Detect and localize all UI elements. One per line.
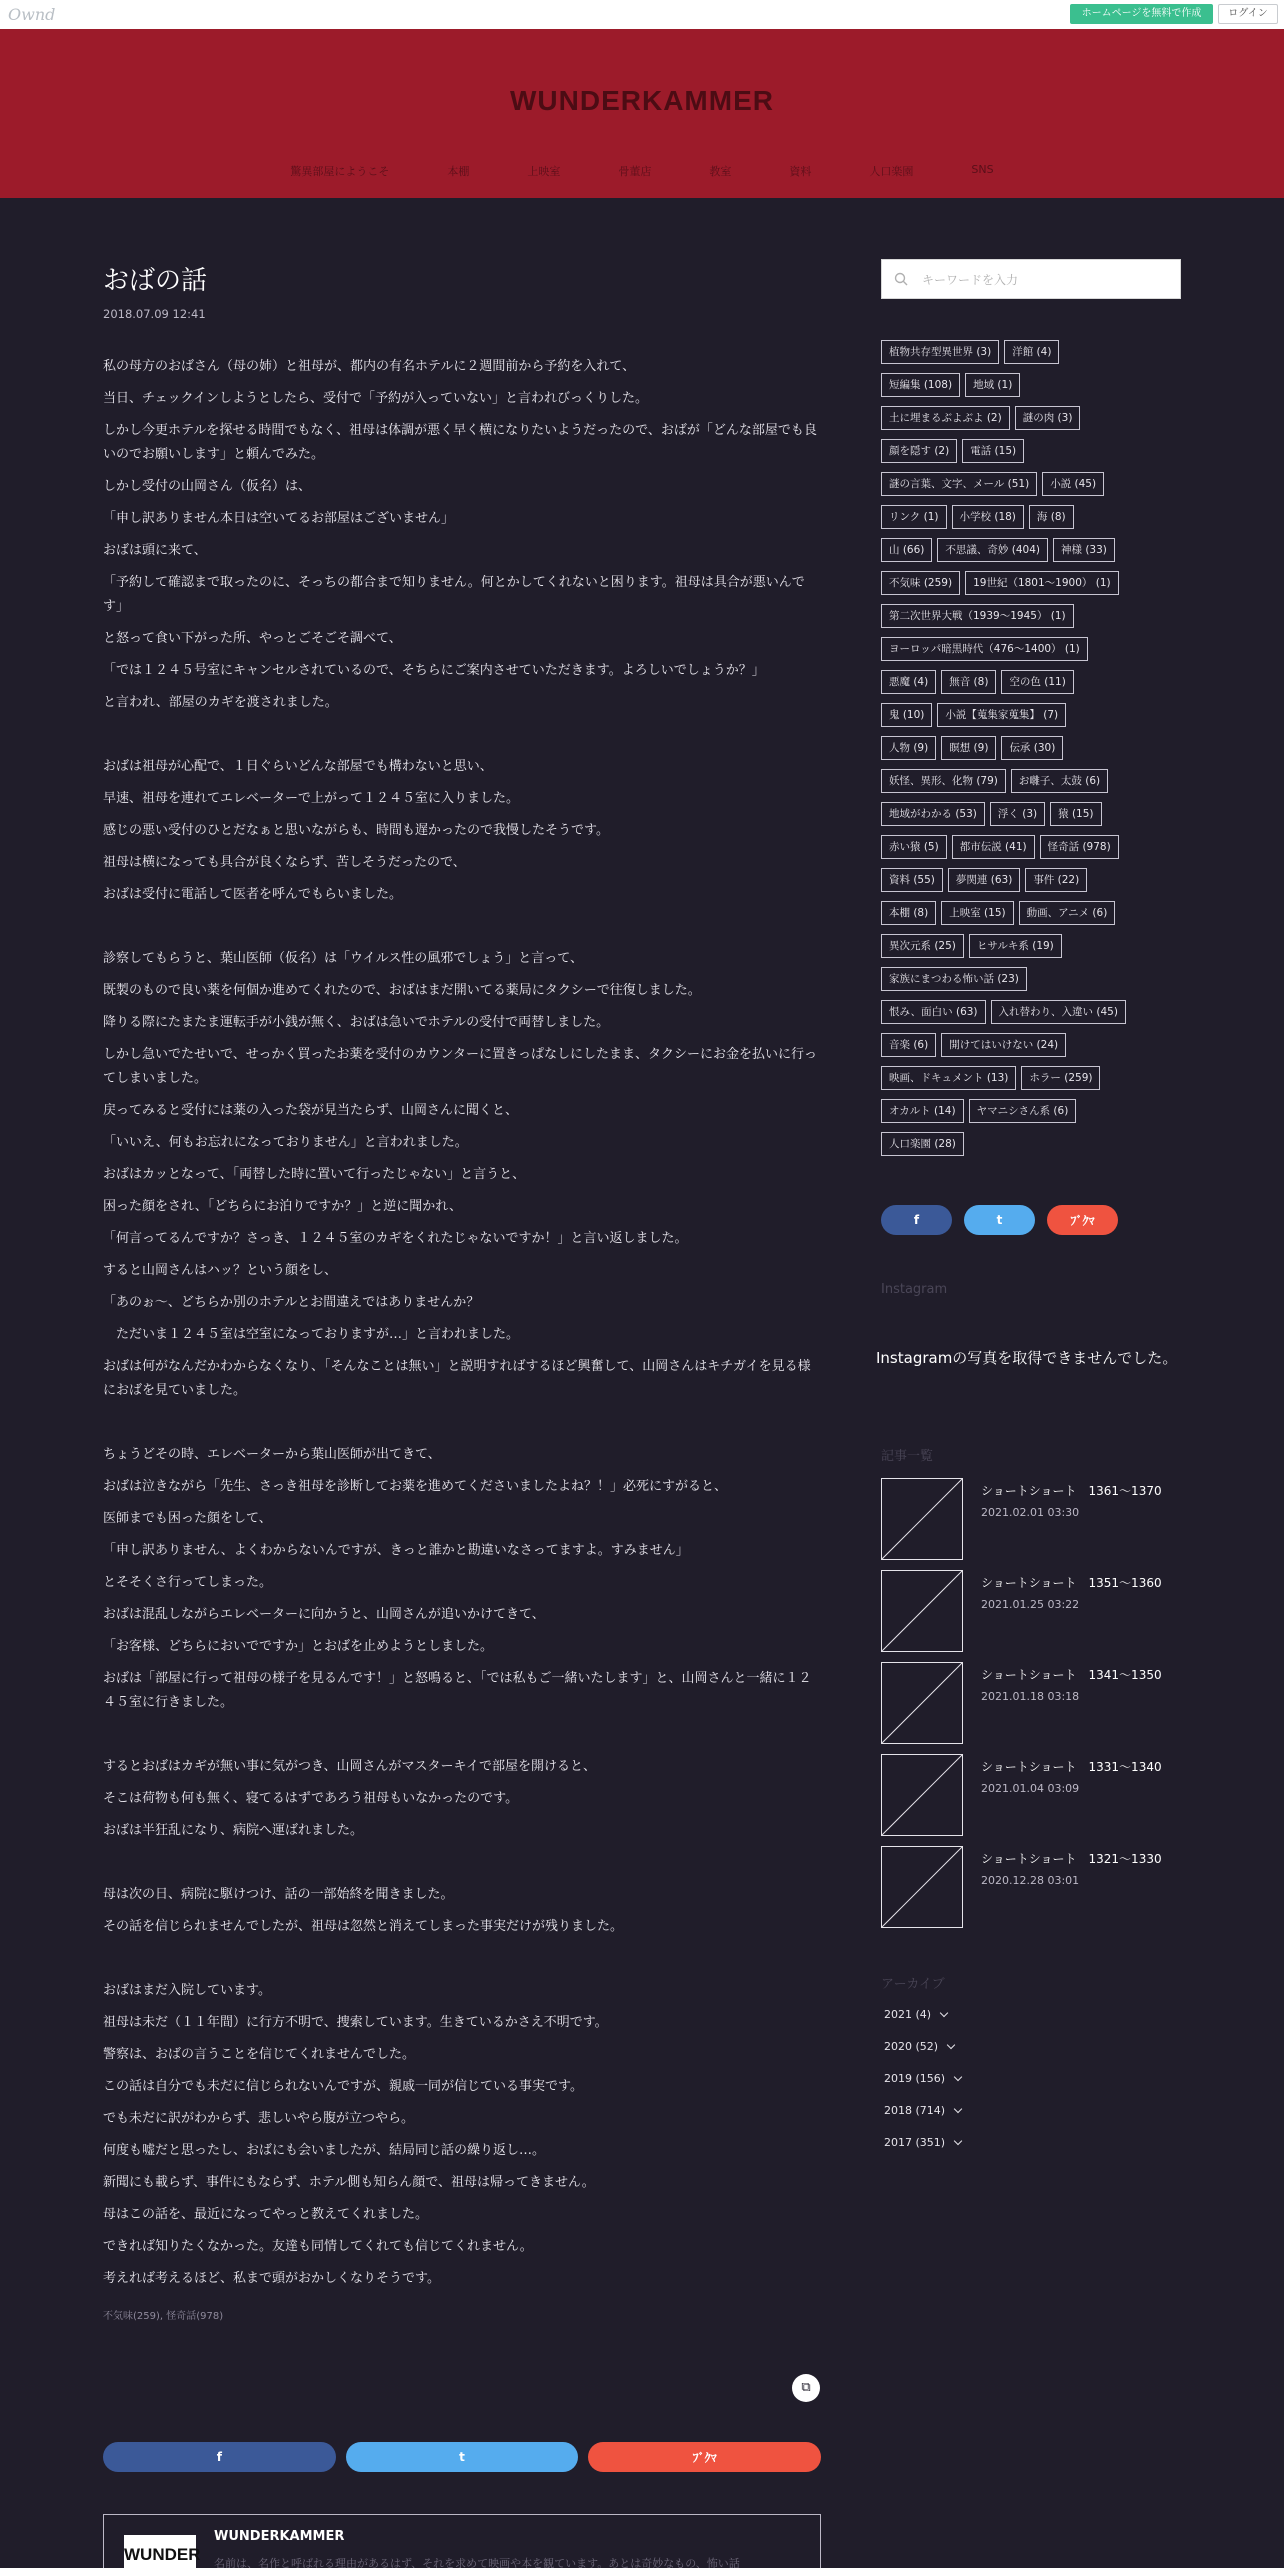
tag-link[interactable]: 植物共存型異世界 (3) [881,340,999,364]
article-line: 「何言ってるんですか？さっき、１２４５室のカギをくれたじゃないですか！」と言い返しました。 [103,1231,688,1246]
author-box [103,2514,821,2568]
article-line: 早速、祖母を連れてエレベーターで上がって１２４５室に入りました。 [103,791,520,806]
tag-link[interactable]: 異次元系 (25) [881,934,964,958]
nav-item[interactable]: 人口楽園 [869,165,914,178]
tag-link[interactable]: 第二次世界大戦（1939～1945） (1) [881,604,1074,628]
tag-link[interactable]: 猿 (15) [1050,802,1101,826]
article-line: 感じの悪い受付のひとだなぁと思いながらも、時間も遅かったので我慢したそうです。 [103,823,609,838]
tag-row [881,736,1191,760]
author-description: 名前は、名作と呼ばれる理由があるはず、それを求めて映画や本を観ています。あとは奇妙なもの、怖い話 [214,2557,740,2568]
tag-row [881,1033,1191,1057]
article-line: 困った顔をされ、「どちらにお泊りですか？」と逆に聞かれ、 [103,1199,463,1214]
article-line: おばはまだ入院しています。 [103,1983,271,1998]
tag-row [881,967,1191,991]
tag-row [881,604,1191,628]
article-line: 「お客様、どちらにおいでですか」とおばを止めようとしました。 [103,1639,494,1654]
tag-link[interactable]: 妖怪、異形、化物 (79) [881,769,1006,793]
archive-label: 2021 (4) [884,2008,932,2021]
tag-link[interactable]: 悪魔 (4) [881,670,936,694]
tag-row [881,439,1191,463]
tag-row [881,769,1191,793]
tag-link[interactable]: 入れ替わり、入違い (45) [991,1000,1126,1024]
tag-row [881,835,1191,859]
archive-heading: アーカイブ [881,1977,945,1992]
hatena-share-button[interactable]: ﾌﾞｸﾏ [588,2442,821,2472]
tag-link[interactable]: 山 (66) [881,538,932,562]
tag-row [881,1099,1191,1123]
archive-label: 2018 (714) [884,2104,946,2117]
top-bar [0,0,1284,29]
article-line: その話を信じられませんでしたが、祖母は忽然と消えてしまった事実だけが残りました。 [103,1919,624,1934]
tag-link[interactable]: 電話 (15) [962,439,1024,463]
tag-link[interactable]: 無音 (8) [941,670,996,694]
tag-link[interactable]: ヨーロッパ暗黒時代（476～1400） (1) [881,637,1088,661]
tag-link[interactable]: 都市伝説 (41) [952,835,1035,859]
instagram-message: Instagramの写真を取得できませんでした。 [876,1349,1178,1367]
tag-link[interactable]: 事件 (22) [1025,868,1087,892]
article-line: しかし急いでたせいで、せっかく買ったお薬を受付のカウンターに置きっぱなしにしたまま、タクシーにお金を払いに行ってしまいました。 [103,1047,817,1086]
tag-row [881,1066,1191,1090]
tag-link[interactable]: 恨み、面白い (63) [881,1000,986,1024]
article-line: 当日、チェックインしようとしたら、受付で「予約が入っていない」と言われびっくりした。 [103,391,648,406]
tag-link[interactable]: 神様 (33) [1053,538,1115,562]
tag-row [881,472,1191,496]
tag-row [881,934,1191,958]
paragraph-gap [103,1719,821,1751]
tag-link[interactable]: 小説【蒐集家蒐集】 (7) [937,703,1066,727]
article-line: しかし今更ホテルを探せる時間でもなく、祖母は体調が悪く早く横になりたいようだったので、おばが「どんな部屋でも良いのでお願いします」と頼んでみた。 [103,423,817,462]
article-date: 2018.07.09 12:41 [103,307,206,321]
chevron-down-icon [954,2073,962,2081]
tag-row [881,406,1191,430]
nav-item[interactable]: 資料 [789,165,812,178]
article-line: おばはカッとなって、「両替した時に置いて行ったじゃない」と言うと、 [103,1167,526,1182]
article-line: ただいま１２４５室は空室になっておりますが…」と言われました。 [103,1327,520,1342]
article-line: 考えれば考えるほど、私まで頭がおかしくなりそうです。 [103,2271,440,2286]
tag-row [881,703,1191,727]
article-line: 既製のもので良い薬を何個か進めてくれたので、おばはまだ開いてる薬局にタクシーで往復しました。 [103,983,701,998]
archive-label: 2019 (156) [884,2072,946,2085]
paragraph-gap [103,719,821,751]
article-line: 新聞にも載らず、事件にもならず、ホテル側も知らん顔で、祖母は帰ってきません。 [103,2175,595,2190]
tag-link[interactable]: オカルト (14) [881,1099,964,1123]
article-line: 医師までも困った顔をして、 [103,1511,272,1526]
tag-link[interactable]: 謎の言葉、文字、メール (51) [881,472,1037,496]
tag-link[interactable]: ホラー (259) [1021,1066,1100,1090]
login-button[interactable]: ログイン [1218,4,1278,24]
tag-row [881,868,1191,892]
tag-link[interactable]: 怪奇話 (978) [1040,835,1119,859]
article-line: 私の母方のおばさん（母の姉）と祖母が、都内の有名ホテルに２週間前から予約を入れて、 [103,359,636,374]
tag-link[interactable]: 人物 (9) [881,736,936,760]
article-line: 「申し訳ありません本日は空いてるお部屋はございません」 [103,511,455,526]
article-line: おばは混乱しながらエレベーターに向かうと、山岡さんが追いかけてきて、 [103,1607,545,1622]
article-body [103,351,821,2295]
search-input[interactable] [881,259,1181,299]
post-title[interactable]: ショートショート 1331～1340 [981,1760,1162,1774]
article-line: 「あのぉ～、どちらか別のホテルとお間違えではありませんか？ [103,1295,480,1310]
archive-year[interactable] [884,2072,961,2085]
article-line: 祖母は未だ（１１年間）に行方不明で、捜索しています。生きているかさえ不明です。 [103,2015,608,2030]
article-line: 警察は、おばの言うことを信じてくれませんでした。 [103,2047,416,2062]
tag-link[interactable]: 洋館 (4) [1004,340,1059,364]
chevron-down-icon [940,2009,948,2017]
post-title[interactable]: ショートショート 1361～1370 [981,1484,1162,1498]
facebook-button[interactable]: f [881,1205,952,1235]
paragraph-gap [103,911,821,943]
tag-link[interactable]: 上映室 (15) [941,901,1013,925]
tag-link[interactable]: 映画、ドキュメント (13) [881,1066,1016,1090]
article-line: できれば知りたくなかった。友達も同情してくれても信じてくれません。 [103,2239,533,2254]
tag-row [881,1000,1191,1024]
paragraph-gap [103,1943,821,1975]
search-icon [894,272,908,286]
tag-link[interactable]: 19世紀（1801～1900） (1) [965,571,1119,595]
author-name[interactable]: WUNDERKAMMER [214,2529,345,2544]
post-date: 2021.01.18 03:18 [981,1690,1080,1703]
tag-link[interactable]: 小説 (45) [1042,472,1104,496]
article-line: すると山岡さんはハッ？という顔をし、 [103,1263,338,1278]
tag-link[interactable]: 短編集 (108) [881,373,960,397]
article-line: 祖母は横になっても具合が良くならず、苦しそうだったので、 [103,855,466,870]
posts-heading: 記事一覧 [881,1449,934,1464]
tag-cloud [881,340,1191,1165]
nav-item[interactable]: 骨董店 [618,165,652,178]
chevron-down-icon [947,2041,955,2049]
archive-label: 2020 (52) [884,2040,939,2053]
post-thumbnail[interactable] [881,1662,963,1744]
article-line: そこは荷物も何も無く、寝てるはずであろう祖母もいなかったのです。 [103,1791,519,1806]
tag-link[interactable]: ヒサルキ系 (19) [969,934,1062,958]
site-header [0,29,1284,198]
post-item[interactable] [881,1662,1201,1744]
tag-link[interactable]: 土に埋まるぶよぶよ (2) [881,406,1010,430]
article-line: 「では１２４５号室にキャンセルされているので、そちらにご案内させていただきます。よろしいでしょうか？」 [103,663,765,678]
paragraph-gap [103,1847,821,1879]
tag-row [881,901,1191,925]
article-line: 診察してもらうと、葉山医師（仮名）は「ウイルス性の風邪でしょう」と言って、 [103,951,583,966]
tag-link[interactable]: リンク (1) [881,505,947,529]
tag-link[interactable]: 顔を隠す (2) [881,439,957,463]
tag-link[interactable]: 海 (8) [1029,505,1074,529]
tag-row [881,373,1191,397]
article-line: おばは祖母が心配で、１日ぐらいどんな部屋でも構わないと思い、 [103,759,493,774]
site-title[interactable]: WUNDERKAMMER [510,85,774,116]
hatena-button[interactable]: ﾌﾞｸﾏ [1047,1205,1118,1235]
tag-link[interactable]: ヤマニシさん系 (6) [969,1099,1077,1123]
tag-link[interactable]: 地域がわかる (53) [881,802,985,826]
article-line: ちょうどその時、エレベーターから葉山医師が出てきて、 [103,1447,441,1462]
article-line: おばは半狂乱になり、病院へ運ばれました。 [103,1823,364,1838]
ownd-logo[interactable]: Ownd [8,5,56,24]
search-placeholder: キーワードを入力 [922,273,1019,287]
article-line: 「申し訳ありません、よくわからないんですが、きっと誰かと勘違いなさってますよ。すみません」 [103,1543,689,1558]
tag-link[interactable]: 家族にまつわる怖い話 (23) [881,967,1027,991]
chevron-down-icon [954,2137,962,2145]
article-line: おばは「部屋に行って祖母の様子を見るんです！」と怒鳴ると、「では私もご一緒いたします」と、山岡さんと一緒に１２４５室に行きました。 [103,1671,812,1710]
nav-item[interactable]: 本棚 [447,165,470,178]
archive-year[interactable] [884,2104,961,2117]
tag-row [881,505,1191,529]
article-line: 戻ってみると受付には薬の入った袋が見当たらず、山岡さんに聞くと、 [103,1103,518,1118]
post-title[interactable]: ショートショート 1321～1330 [981,1852,1162,1866]
archive-year[interactable] [884,2136,961,2149]
paragraph-gap [103,1407,821,1439]
article-share-bar [103,2442,821,2472]
post-title[interactable]: ショートショート 1341～1350 [981,1668,1162,1682]
post-item[interactable] [881,1754,1201,1836]
tag-row [881,637,1191,661]
create-homepage-button[interactable]: ホームページを無料で作成 [1070,4,1213,24]
instagram-heading: Instagram [881,1282,948,1297]
tag-link[interactable]: 開けてはいけない (24) [941,1033,1066,1057]
archive-label: 2017 (351) [884,2136,946,2149]
tag-link[interactable]: 地域 (1) [965,373,1020,397]
article-line: おばは受付に電話して医者を呼んでもらいました。 [103,887,403,902]
article [103,260,821,2322]
post-title[interactable]: ショートショート 1351～1360 [981,1576,1162,1590]
article-line: 「いいえ、何もお忘れになっておりません」と言われました。 [103,1135,468,1150]
article-line: でも未だに訳がわからず、悲しいやら腹が立つやら。 [103,2111,414,2126]
nav-item[interactable]: SNS [971,163,994,176]
crop-icon[interactable]: ⧉ [792,2374,820,2402]
tag-row [881,670,1191,694]
post-thumbnail[interactable] [881,1754,963,1836]
article-line: おばは泣きながら「先生、さっき祖母を診断してお薬を進めてくださいましたよね？！」必死にすがると、 [103,1479,728,1494]
tag-link[interactable]: 不気味 (259) [881,571,960,595]
article-line: しかし受付の山岡さん（仮名）は、 [103,479,312,494]
twitter-button[interactable]: t [964,1205,1035,1235]
nav-item[interactable]: 驚異部屋にようこそ [290,165,390,178]
article-line: おばは頭に来て、 [103,543,207,558]
post-thumbnail[interactable] [881,1570,963,1652]
article-tags[interactable]: 不気味(259), 怪奇話(978) [103,2311,224,2322]
post-thumbnail[interactable] [881,1846,963,1928]
tag-row [881,802,1191,826]
archive-year[interactable] [884,2008,947,2021]
main-nav [0,163,1284,179]
article-line: 母は次の日、病院に駆けつけ、話の一部始終を聞きました。 [103,1887,454,1902]
tag-row [881,1132,1191,1156]
chevron-down-icon [954,2105,962,2113]
tag-link[interactable]: 浮く (3) [990,802,1045,826]
article-line: この話は自分でも未だに信じられないんですが、親戚一同が信じている事実です。 [103,2079,583,2094]
author-avatar[interactable]: WUNDER [124,2535,196,2568]
tag-link[interactable]: 空の色 (11) [1001,670,1073,694]
article-line: 何度も嘘だと思ったし、おばにも会いましたが、結局同じ話の繰り返し…。 [103,2143,546,2158]
post-item[interactable] [881,1478,1201,1560]
tag-link[interactable]: 夢関連 (63) [948,868,1020,892]
twitter-share-button[interactable]: t [346,2442,579,2472]
tag-link[interactable]: 人口楽園 (28) [881,1132,964,1156]
nav-item[interactable]: 教室 [709,165,732,178]
article-line: するとおばはカギが無い事に気がつき、山岡さんがマスターキイで部屋を開けると、 [103,1759,596,1774]
article-title: おばの話 [103,266,208,296]
tag-link[interactable]: お囃子、太鼓 (6) [1011,769,1108,793]
nav-item[interactable]: 上映室 [527,165,561,178]
tag-link[interactable]: 不思議、奇妙 (404) [937,538,1048,562]
tag-link[interactable]: 本棚 (8) [881,901,936,925]
tag-row [881,340,1191,364]
tag-link[interactable]: 資料 (55) [881,868,943,892]
post-thumbnail[interactable] [881,1478,963,1560]
article-line: と言われ、部屋のカギを渡されました。 [103,695,338,710]
article-line: 「予約して確認まで取ったのに、そっちの都合まで知りません。何とかしてくれないと困ります。祖母は具合が悪いんです」 [103,575,805,614]
tag-link[interactable]: 動画、アニメ (6) [1019,901,1116,925]
article-line: 降りる際にたまたま運転手が小銭が無く、おばは急いでホテルの受付で両替しました。 [103,1015,610,1030]
tag-link[interactable]: 小学校 (18) [952,505,1024,529]
article-line: 母はこの話を、最近になってやっと教えてくれました。 [103,2207,429,2222]
archive-year[interactable] [884,2040,954,2053]
post-date: 2021.01.04 03:09 [981,1782,1080,1795]
tag-link[interactable]: 鬼 (10) [881,703,932,727]
post-item[interactable] [881,1570,1201,1652]
tag-link[interactable]: 音楽 (6) [881,1033,936,1057]
facebook-share-button[interactable]: f [103,2442,336,2472]
tag-row [881,538,1191,562]
post-date: 2021.01.25 03:22 [981,1598,1080,1611]
post-item[interactable] [881,1846,1201,1928]
article-line: とそそくさ行ってしまった。 [103,1575,273,1590]
post-date: 2020.12.28 03:01 [981,1874,1080,1887]
tag-link[interactable]: 伝承 (30) [1001,736,1063,760]
sns-buttons [881,1205,1118,1235]
article-line: おばは何がなんだかわからなくなり、「そんなことは無い」と説明すればするほど興奮して、山岡さんはキチガイを見る様におばを見ていました。 [103,1359,811,1398]
tag-link[interactable]: 赤い猿 (5) [881,835,947,859]
tag-link[interactable]: 瞑想 (9) [941,736,996,760]
tag-link[interactable]: 謎の肉 (3) [1015,406,1081,430]
article-line: と怒って食い下がった所、やっとごそごそ調べて、 [103,631,402,646]
tag-row [881,571,1191,595]
post-date: 2021.02.01 03:30 [981,1506,1080,1519]
